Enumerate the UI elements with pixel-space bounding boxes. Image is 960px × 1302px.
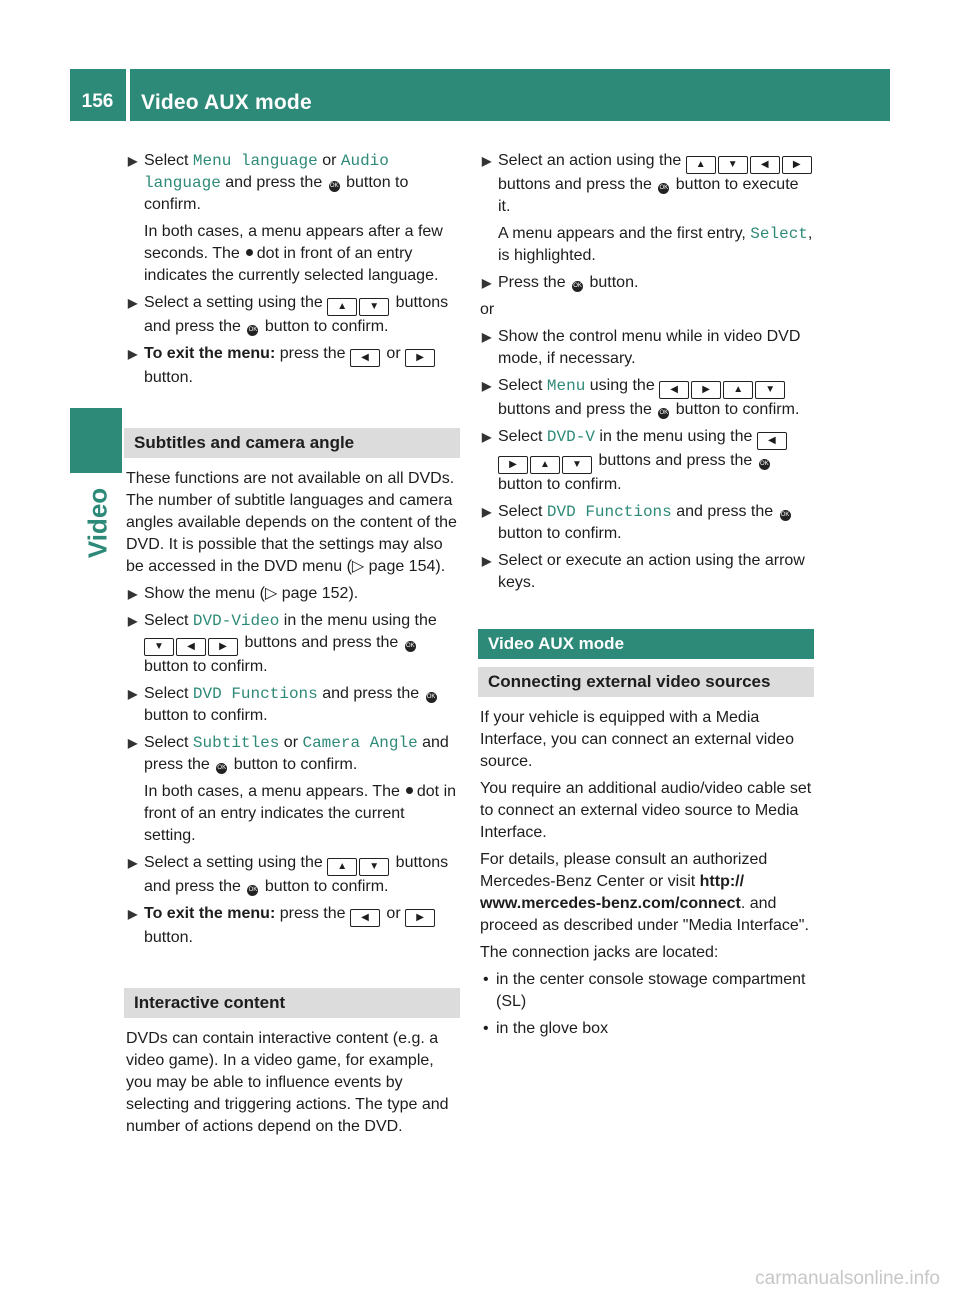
right-triangle-icon: ▶ [482, 276, 492, 290]
left-column [126, 150, 460, 1143]
list-item: ▶ To exit the menu: press the ◀ or ▶ button. [126, 903, 460, 949]
down-button-icon: ▼ [359, 858, 389, 876]
list-item: ▶ To exit the menu: press the ◀ or ▶ button. [126, 343, 460, 389]
list-item: • in the glove box [480, 1018, 814, 1040]
list-item: ▶ Press the OK button. [480, 272, 814, 294]
down-button-icon: ▼ [562, 456, 592, 474]
list-item: ▶ Select Subtitles or Camera Angle and press the OK button to confirm. [128, 734, 449, 773]
ok-button-icon: OK [247, 325, 258, 336]
ok-button-icon: OK [572, 281, 583, 292]
left-button-icon: ◀ [350, 909, 380, 927]
right-triangle-icon: ▶ [128, 907, 138, 921]
section-heading: Interactive content [124, 988, 460, 1018]
paragraph: The connection jacks are located: [480, 944, 719, 961]
right-triangle-icon: ▶ [482, 379, 492, 393]
left-button-icon: ◀ [659, 381, 689, 399]
bullet-icon: • [483, 971, 489, 988]
note-text: In both cases, a menu appears. The dot in front of an entry indicates the current setting. [144, 783, 457, 844]
down-button-icon: ▼ [144, 638, 174, 656]
note-text: A menu appears and the first entry, Select, is highlighted. [498, 225, 813, 264]
list-item: ▶ Select a setting using the ▲ ▼ buttons and press the OK button to confirm. [128, 294, 449, 335]
list-item: ▶ Show the control menu while in video DVD mode, if necessary. [482, 328, 801, 367]
ok-button-icon: OK [216, 763, 227, 774]
list-item: ▶ Select DVD-Video in the menu using the ▼ ◀ ▶ buttons and press the OK button to confirm. [128, 612, 437, 675]
right-triangle-icon: ▶ [128, 296, 138, 310]
right-triangle-icon: ▶ [128, 347, 138, 361]
list-item: • in the center console stowage compartment (SL) [483, 971, 806, 1010]
down-button-icon: ▼ [755, 381, 785, 399]
page-number: 156 [81, 91, 114, 112]
ok-button-icon: OK [426, 692, 437, 703]
right-triangle-icon: ▶ [128, 687, 138, 701]
list-item: ▶ Select Menu using the ◀ ▶ ▲ ▼ buttons and press the OK button to confirm. [482, 377, 800, 418]
right-triangle-icon: ▶ [482, 330, 492, 344]
up-button-icon: ▲ [327, 858, 357, 876]
right-button-icon: ▶ [208, 638, 238, 656]
paragraph: DVDs can contain interactive content (e.g. a video game). In a video game, for example, you may be able to influence events by selecting and triggering actions. The type and number of actions depend on the DVD. [126, 1030, 449, 1135]
sidebar-tab [70, 408, 122, 473]
page-header [70, 69, 890, 121]
note-text: In both cases, a menu appears after a few seconds. The dot in front of an entry indicates the currently selected language. [144, 223, 443, 284]
paragraph: These functions are not available on all DVDs. The number of subtitle languages and camera angles available depends on the content of the DVD. It is possible that the settings may also be accessed in the DVD menu (▷ page 154). [126, 470, 457, 575]
list-item: ▶ Select or execute an action using the arrow keys. [482, 552, 805, 591]
right-triangle-icon: ▶ [128, 614, 138, 628]
section-heading: Subtitles and camera angle [124, 428, 460, 458]
list-item: ▶ Select a setting using the ▲ ▼ buttons and press the OK button to confirm. [128, 854, 449, 895]
paragraph: For details, please consult an authorized Mercedes-Benz Center or visit http:// www.mercedes-benz.com/connect. and proceed as described under "Media Interface". [480, 851, 809, 934]
list-item: ▶ Select Menu language or Audio language and press the OK button to confirm. [128, 152, 409, 213]
ok-button-icon: OK [405, 641, 416, 652]
paragraph: You require an additional audio/video cable set to connect an external video source to Media Interface. [480, 780, 812, 841]
header-separator [126, 69, 130, 121]
down-button-icon: ▼ [718, 156, 748, 174]
list-item: ▶ Select DVD Functions and press the OK button to confirm. [482, 503, 790, 542]
radio-dot-icon [406, 787, 413, 794]
list-item: ▶ Select DVD-V in the menu using the ◀▶ ▲ ▼ buttons and press the OK button to confirm. [480, 426, 814, 496]
right-triangle-icon: ▶ [482, 554, 492, 568]
right-triangle-icon: ▶ [482, 430, 492, 444]
right-button-icon: ▶ [405, 349, 435, 367]
up-button-icon: ▲ [530, 456, 560, 474]
bullet-icon: • [483, 1020, 489, 1037]
ok-button-icon: OK [247, 885, 258, 896]
section-heading: Connecting external video sources [478, 667, 814, 697]
right-triangle-icon: ▶ [128, 587, 138, 601]
right-triangle-icon: ▶ [482, 154, 492, 168]
radio-dot-icon [246, 249, 253, 256]
up-button-icon: ▲ [686, 156, 716, 174]
ok-button-icon: OK [329, 181, 340, 192]
list-item: ▶ Select DVD Functions and press the OK button to confirm. [128, 685, 436, 724]
left-button-icon: ◀ [750, 156, 780, 174]
right-triangle-icon: ▶ [128, 736, 138, 750]
down-button-icon: ▼ [359, 298, 389, 316]
right-button-icon: ▶ [498, 456, 528, 474]
list-item: ▶ Select an action using the ▲ ▼ ◀ ▶ buttons and press the OK button to execute it. [480, 150, 814, 218]
left-button-icon: ◀ [757, 432, 787, 450]
up-button-icon: ▲ [327, 298, 357, 316]
left-button-icon: ◀ [350, 349, 380, 367]
list-item: ▶ Show the menu (▷ page 152). [126, 583, 460, 605]
watermark: carmanualsonline.info [755, 1268, 940, 1289]
left-button-icon: ◀ [176, 638, 206, 656]
page-title: Video AUX mode [141, 91, 312, 114]
right-button-icon: ▶ [405, 909, 435, 927]
right-button-icon: ▶ [782, 156, 812, 174]
ok-button-icon: OK [658, 408, 669, 419]
ok-button-icon: OK [658, 183, 669, 194]
ok-button-icon: OK [780, 510, 791, 521]
sidebar-label: Video [82, 487, 113, 559]
chapter-heading: Video AUX mode [478, 629, 814, 659]
right-triangle-icon: ▶ [128, 154, 138, 168]
ok-button-icon: OK [759, 459, 770, 470]
right-triangle-icon: ▶ [482, 505, 492, 519]
or-text: or [480, 301, 495, 318]
right-triangle-icon: ▶ [128, 856, 138, 870]
paragraph: If your vehicle is equipped with a Media Interface, you can connect an external video source. [480, 709, 794, 770]
right-column [480, 150, 814, 1045]
right-button-icon: ▶ [691, 381, 721, 399]
up-button-icon: ▲ [723, 381, 753, 399]
